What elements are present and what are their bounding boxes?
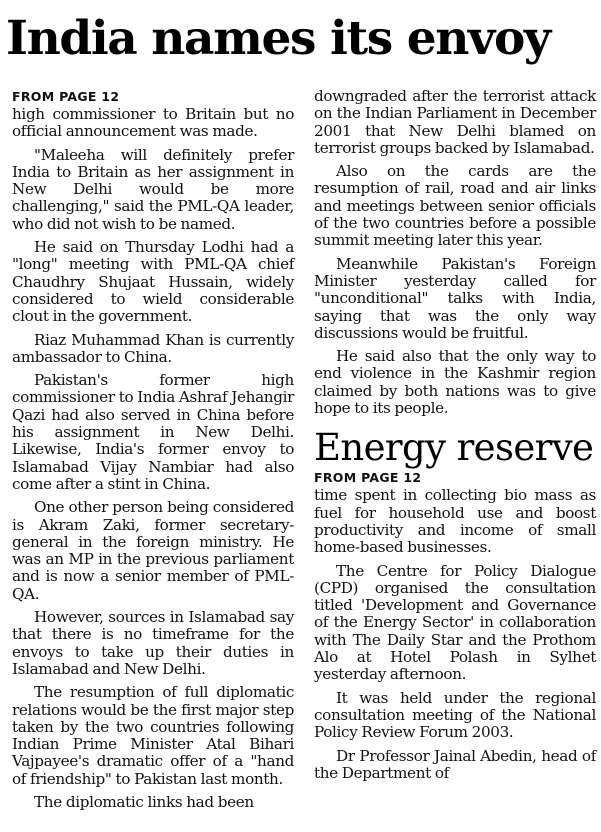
paragraph: time spent in collecting bio mass as fuel for household use and boost productivity and income of small home-based businesses.	[314, 486, 596, 557]
paragraph: However, sources in Islamabad say that there is no timeframe for the envoys to take up their duties in Islamabad and New Delhi.	[12, 608, 294, 678]
paragraph: high commissioner to Britain but no official announcement was made.	[12, 105, 294, 141]
paragraph: Meanwhile Pakistan's Foreign Minister yesterday called for "unconditional" talks with India, saying that was the only way discussions would be fruitful.	[314, 254, 596, 342]
paragraph: Dr Professor Jainal Abedin, head of the Department of	[314, 746, 596, 782]
energy-reserve-headline: Energy reserve	[314, 426, 594, 470]
paragraph: Riaz Muhammad Khan is currently ambassador to China.	[12, 330, 294, 366]
paragraph: The Centre for Policy Dialogue (CPD) organised the consultation titled 'Development and Governance of the Energy Sector' in collaboration with The Daily Star and the Prothom Alo at Hotel Polash in Sylhet yesterday afternoon.	[314, 561, 596, 684]
kicker: FROM PAGE 12	[12, 89, 120, 104]
paragraph: The diplomatic links had been	[34, 792, 254, 811]
paragraph: downgraded after the terrorist attack on the Indian Parliament in December 2001 that New Delhi blamed on terrorist groups backed by Islamabad.	[314, 87, 596, 157]
paragraph: The resumption of full diplomatic relations would be the first major step taken by the two countries following Indian Prime Minister Atal Bihari Vajpayee's dramatic offer of a "hand of friendship" to Pakistan last month.	[12, 683, 294, 788]
article-column-left	[12, 88, 294, 817]
paragraph: He said also that the only way to end violence in the Kashmir region claimed by both nations was to give hope to its people.	[314, 347, 596, 418]
paragraph: Pakistan's former high commissioner to India Ashraf Jehangir Qazi had also served in China before his assignment in New Delhi. Likewise, India's former envoy to Islamabad Vijay Nambiar had also come after a stint in China.	[12, 371, 294, 493]
headline: India names its envoy	[6, 11, 550, 66]
kicker: FROM PAGE 12	[314, 470, 422, 486]
paragraph: It was held under the regional consultation meeting of the National Policy Review Forum 2003.	[314, 688, 596, 742]
paragraph: He said on Thursday Lodhi had a "long" meeting with PML-QA chief Chaudhry Shujaat Hussain, widely considered to wield considerable clout in the government.	[12, 238, 294, 326]
paragraph: "Maleeha will definitely prefer India to Britain as her assignment in New Delhi would be more challenging," said the PML-QA leader, who did not wish to be named.	[12, 145, 294, 233]
article-column-right	[314, 88, 596, 788]
paragraph: One other person being considered is Akram Zaki, former secretary-general in the foreign ministry. He was an MP in the previous parliament and is now a senior member of PML-QA.	[12, 498, 294, 603]
paragraph: Also on the cards are the resumption of rail, road and air links and meetings between senior officials of the two countries before a possible summit meeting later this year.	[314, 162, 596, 250]
